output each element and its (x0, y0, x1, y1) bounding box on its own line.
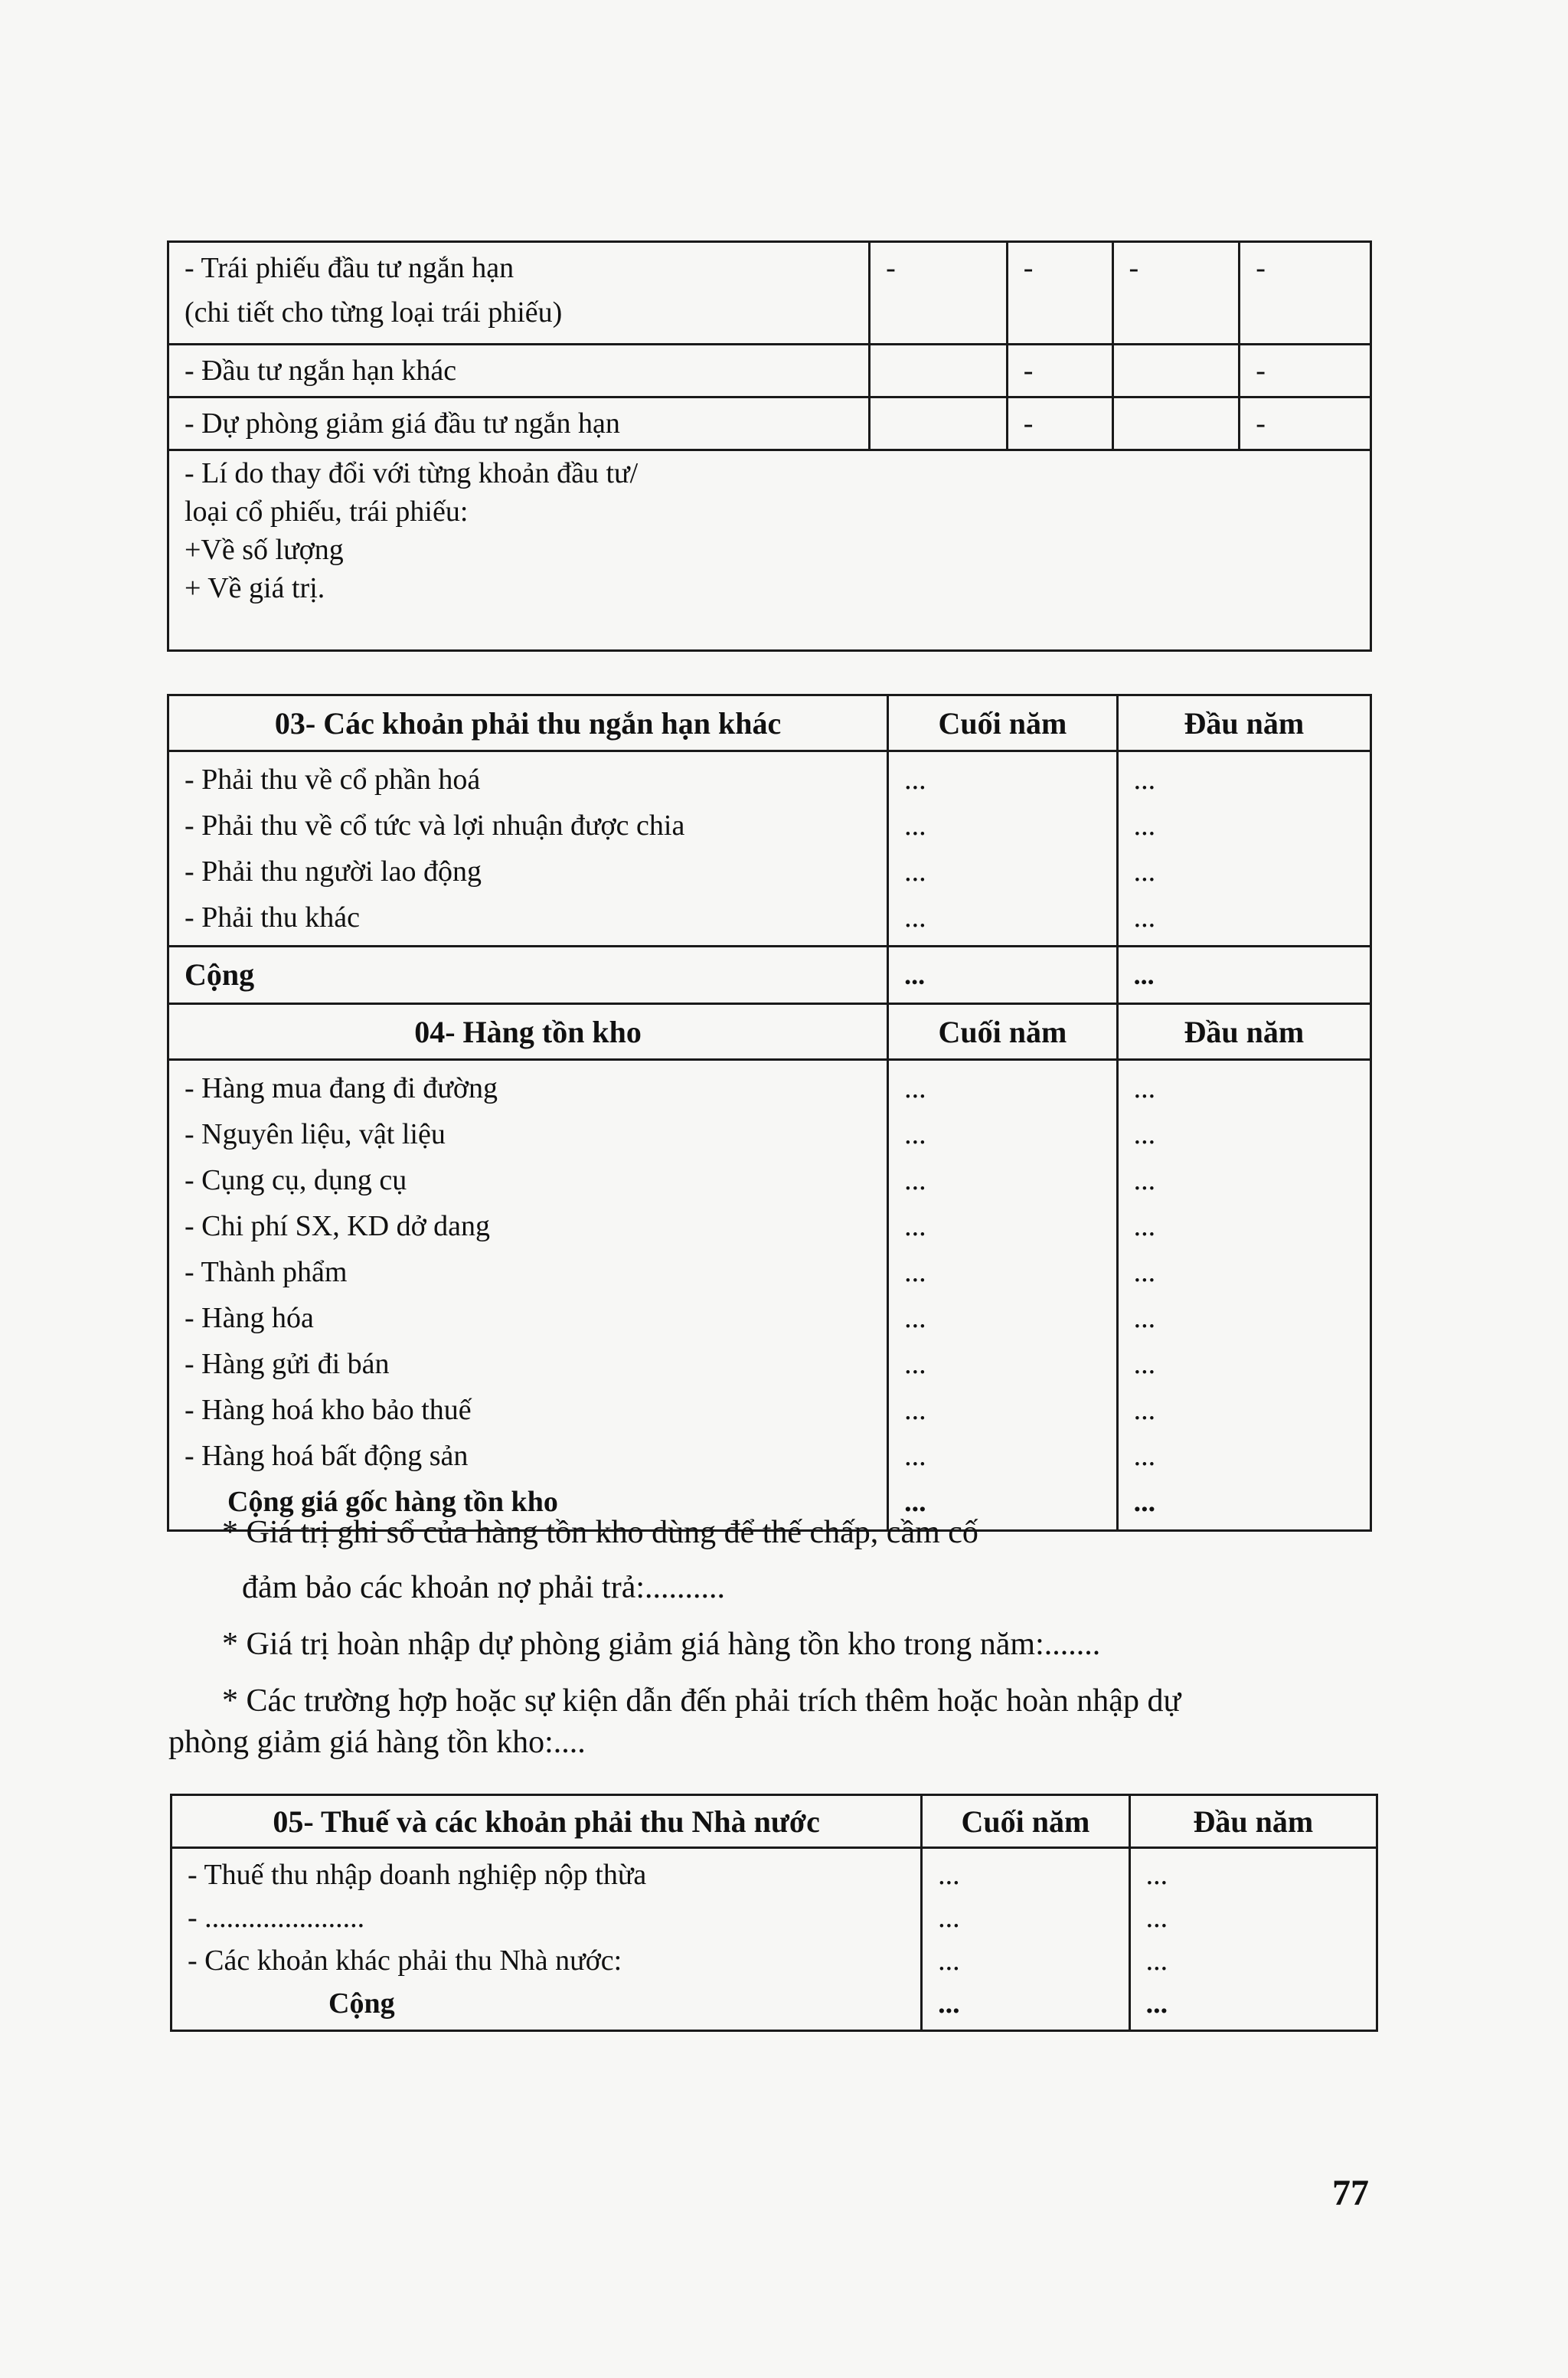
table-row (172, 1848, 1377, 2031)
tax-total-label: Cộng (328, 1987, 395, 2020)
value: ... (904, 1072, 926, 1104)
column-header-start-year: Đầu năm (1117, 695, 1370, 751)
cell (1112, 397, 1240, 450)
value: ... (904, 1440, 926, 1472)
value: ... (904, 1302, 926, 1334)
inventory-items (168, 1060, 888, 1531)
table-row (168, 1060, 1371, 1531)
total-value: ... (888, 947, 1117, 1004)
value: ... (1133, 1164, 1156, 1196)
cell (1112, 345, 1240, 397)
list-item: - Hàng hoá bất động sản (185, 1440, 469, 1472)
tax-table (170, 1794, 1378, 2032)
value: ... (1133, 764, 1156, 796)
list-item: - Hàng hoá kho bảo thuế (185, 1394, 472, 1426)
row-label: - Đầu tư ngắn hạn khác (168, 345, 870, 397)
cell: - (1007, 397, 1112, 450)
column-header-end-year: Cuối năm (888, 695, 1117, 751)
value: ... (1133, 901, 1156, 934)
value: ... (904, 901, 926, 934)
column-header-end-year: Cuối năm (888, 1004, 1117, 1060)
total-value: ... (904, 1486, 926, 1518)
table-row (168, 345, 1371, 397)
cell: - (1240, 242, 1371, 345)
value: ... (904, 1164, 926, 1196)
list-item: - Nguyên liệu, vật liệu (185, 1118, 446, 1150)
value: ... (904, 810, 926, 842)
value: ... (1133, 1210, 1156, 1242)
value: ... (904, 855, 926, 888)
table-row (168, 751, 1371, 947)
value: ... (1133, 855, 1156, 888)
value: ... (1133, 1118, 1156, 1150)
list-item: - Cụng cụ, dụng cụ (185, 1164, 407, 1196)
value: ... (904, 1348, 926, 1380)
value: ... (904, 764, 926, 796)
value: ... (1133, 1302, 1156, 1334)
total-value: ... (1133, 1486, 1156, 1518)
reason-text: - Lí do thay đổi với từng khoản đầu tư/ loại cổ phiếu, trái phiếu: +Về số lượng + Về giá trị. (168, 450, 1371, 651)
tax-end-values (922, 1848, 1129, 2031)
receivables-start-values (1117, 751, 1370, 947)
inventory-total-label: Cộng giá gốc hàng tồn kho (227, 1486, 558, 1518)
value: ... (1145, 1902, 1168, 1934)
value: ... (938, 1945, 960, 1977)
cell (870, 345, 1008, 397)
value: ... (938, 1902, 960, 1934)
table-row (168, 242, 1371, 345)
value: ... (1133, 1348, 1156, 1380)
total-value: ... (938, 1987, 960, 2020)
inventory-end-values (888, 1060, 1117, 1531)
list-item: - Hàng hóa (185, 1302, 314, 1334)
column-header-start-year: Đầu năm (1117, 1004, 1370, 1060)
value: ... (904, 1118, 926, 1150)
value: ... (1133, 1440, 1156, 1472)
table-header-row (172, 1795, 1377, 1848)
list-item: - Các khoản khác phải thu Nhà nước: (188, 1945, 622, 1977)
value: ... (1133, 1256, 1156, 1288)
list-item: - Hàng gửi đi bán (185, 1348, 390, 1380)
cell: - (870, 242, 1008, 345)
list-item: - Phải thu về cổ tức và lợi nhuận được chia (185, 810, 685, 842)
list-item: - Hàng mua đang đi đường (185, 1072, 498, 1104)
cell: - (1007, 345, 1112, 397)
value: ... (904, 1394, 926, 1426)
section-05-title: 05- Thuế và các khoản phải thu Nhà nước (172, 1795, 922, 1848)
tax-items (172, 1848, 922, 2031)
cell: - (1240, 345, 1371, 397)
tax-start-values (1129, 1848, 1377, 2031)
note-3-line-2: phòng giảm giá hàng tồn kho:.... (168, 1725, 586, 1760)
note-1-line-2: đảm bảo các khoản nợ phải trả:.......... (242, 1570, 726, 1605)
list-item: - Phải thu người lao động (185, 855, 482, 888)
cell: - (1112, 242, 1240, 345)
section-04-title: 04- Hàng tồn kho (168, 1004, 888, 1060)
cell (870, 397, 1008, 450)
note-3-line-1: * Các trường hợp hoặc sự kiện dẫn đến phải trích thêm hoặc hoàn nhập dự (222, 1683, 1181, 1719)
row-label: - Trái phiếu đầu tư ngắn hạn (chi tiết cho từng loại trái phiếu) (168, 242, 870, 345)
table-header-row (168, 1004, 1371, 1060)
note-1-line-1: * Giá trị ghi sổ của hàng tồn kho dùng để thế chấp, cầm cố (222, 1515, 978, 1550)
list-item: - ...................... (188, 1902, 365, 1934)
table-header-row (168, 695, 1371, 751)
total-row (168, 947, 1371, 1004)
column-header-start-year: Đầu năm (1129, 1795, 1377, 1848)
value: ... (904, 1256, 926, 1288)
receivables-inventory-table (167, 694, 1372, 1532)
total-value: ... (1145, 1987, 1168, 2020)
page-number: 77 (1332, 2173, 1369, 2213)
list-item: - Chi phí SX, KD dở dang (185, 1210, 491, 1242)
list-item: - Phải thu khác (185, 901, 361, 934)
section-03-title: 03- Các khoản phải thu ngắn hạn khác (168, 695, 888, 751)
receivables-items (168, 751, 888, 947)
value: ... (1145, 1945, 1168, 1977)
value: ... (1145, 1859, 1168, 1891)
value: ... (1133, 1394, 1156, 1426)
inventory-start-values (1117, 1060, 1370, 1531)
value: ... (1133, 810, 1156, 842)
table-row (168, 397, 1371, 450)
row-label: - Dự phòng giảm giá đầu tư ngắn hạn (168, 397, 870, 450)
list-item: - Phải thu về cổ phần hoá (185, 764, 481, 796)
value: ... (904, 1210, 926, 1242)
cell: - (1007, 242, 1112, 345)
cell: - (1240, 397, 1371, 450)
receivables-end-values (888, 751, 1117, 947)
note-2: * Giá trị hoàn nhập dự phòng giảm giá hàng tồn kho trong năm:....... (222, 1627, 1101, 1662)
table-row (168, 450, 1371, 651)
investments-table (167, 240, 1372, 652)
total-value: ... (1117, 947, 1370, 1004)
list-item: - Thuế thu nhập doanh nghiệp nộp thừa (188, 1859, 647, 1891)
value: ... (938, 1859, 960, 1891)
list-item: - Thành phẩm (185, 1256, 348, 1288)
value: ... (1133, 1072, 1156, 1104)
total-label: Cộng (168, 947, 888, 1004)
column-header-end-year: Cuối năm (922, 1795, 1129, 1848)
